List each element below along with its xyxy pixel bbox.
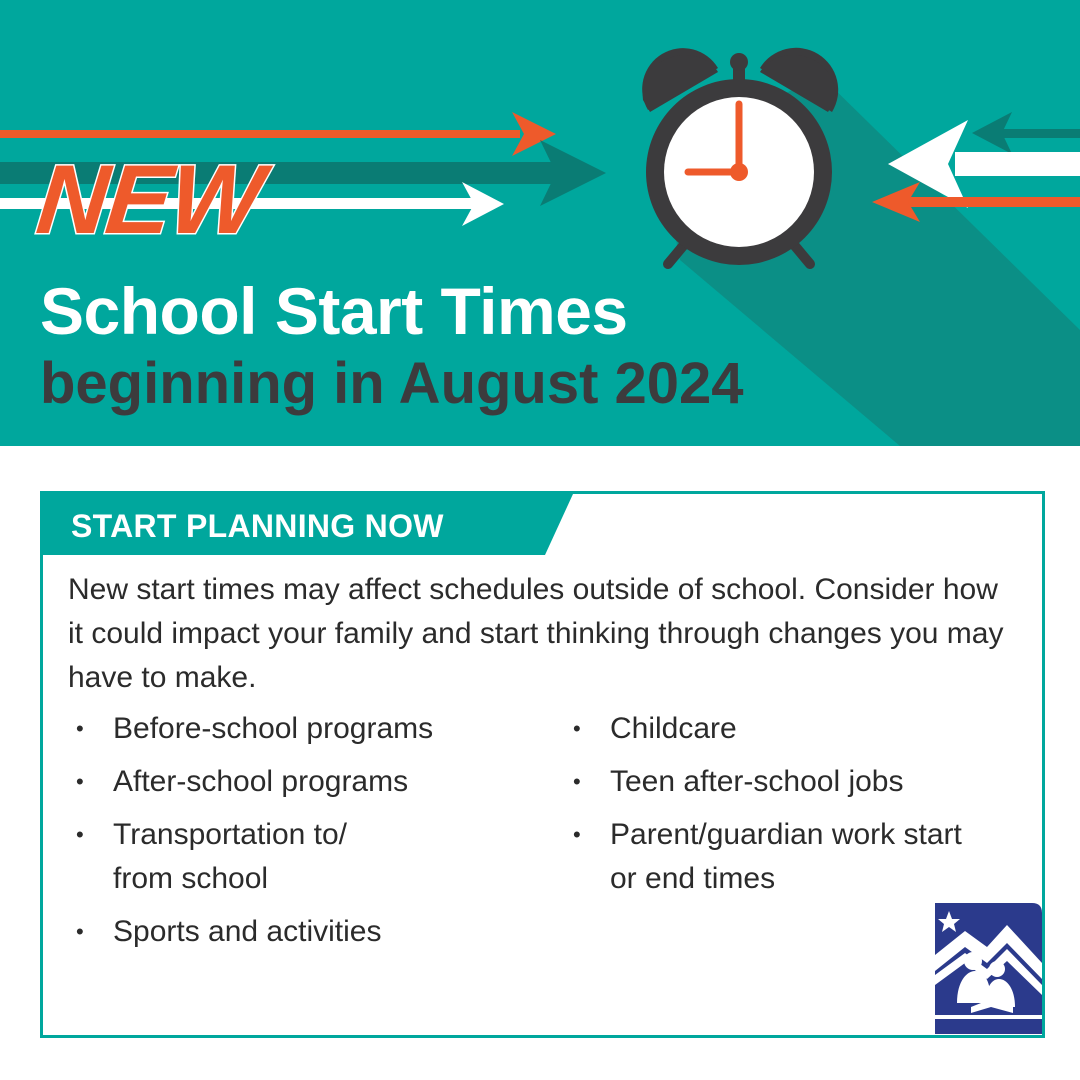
bullet-icon: • xyxy=(76,769,84,794)
hero-banner xyxy=(0,0,1080,446)
bullet-icon: • xyxy=(573,822,581,847)
page-subtitle: beginning in August 2024 xyxy=(40,351,744,416)
new-badge: NEW xyxy=(32,144,267,254)
bullet-icon: • xyxy=(573,769,581,794)
panel-heading: START PLANNING NOW xyxy=(71,508,444,544)
bullet-icon: • xyxy=(76,919,84,944)
intro-paragraph: New start times may affect schedules outside of school. Consider how it could impact your family and start thinking through changes you may have to make. xyxy=(68,573,1004,694)
arrow-icon xyxy=(972,112,1080,154)
list-item: • Parent/guardian work start or end times xyxy=(567,813,970,901)
panel-header xyxy=(43,494,573,555)
bullet-icon: • xyxy=(573,716,581,741)
list-item: • Teen after-school jobs xyxy=(567,760,997,804)
bullet-icon: • xyxy=(76,716,84,741)
alarm-clock-icon xyxy=(642,48,838,265)
planning-list-right xyxy=(567,707,997,910)
list-item: • Before-school programs xyxy=(70,707,540,751)
list-item: • After-school programs xyxy=(70,760,540,804)
school-district-logo xyxy=(935,903,1042,1034)
planning-panel xyxy=(40,491,1045,1038)
list-item: • Transportation to/ from school xyxy=(70,813,413,901)
bullet-icon: • xyxy=(76,822,84,847)
list-item: • Sports and activities xyxy=(70,910,540,954)
page-title: School Start Times xyxy=(40,274,628,348)
list-item: • Childcare xyxy=(567,707,997,751)
planning-list-left xyxy=(70,707,540,963)
